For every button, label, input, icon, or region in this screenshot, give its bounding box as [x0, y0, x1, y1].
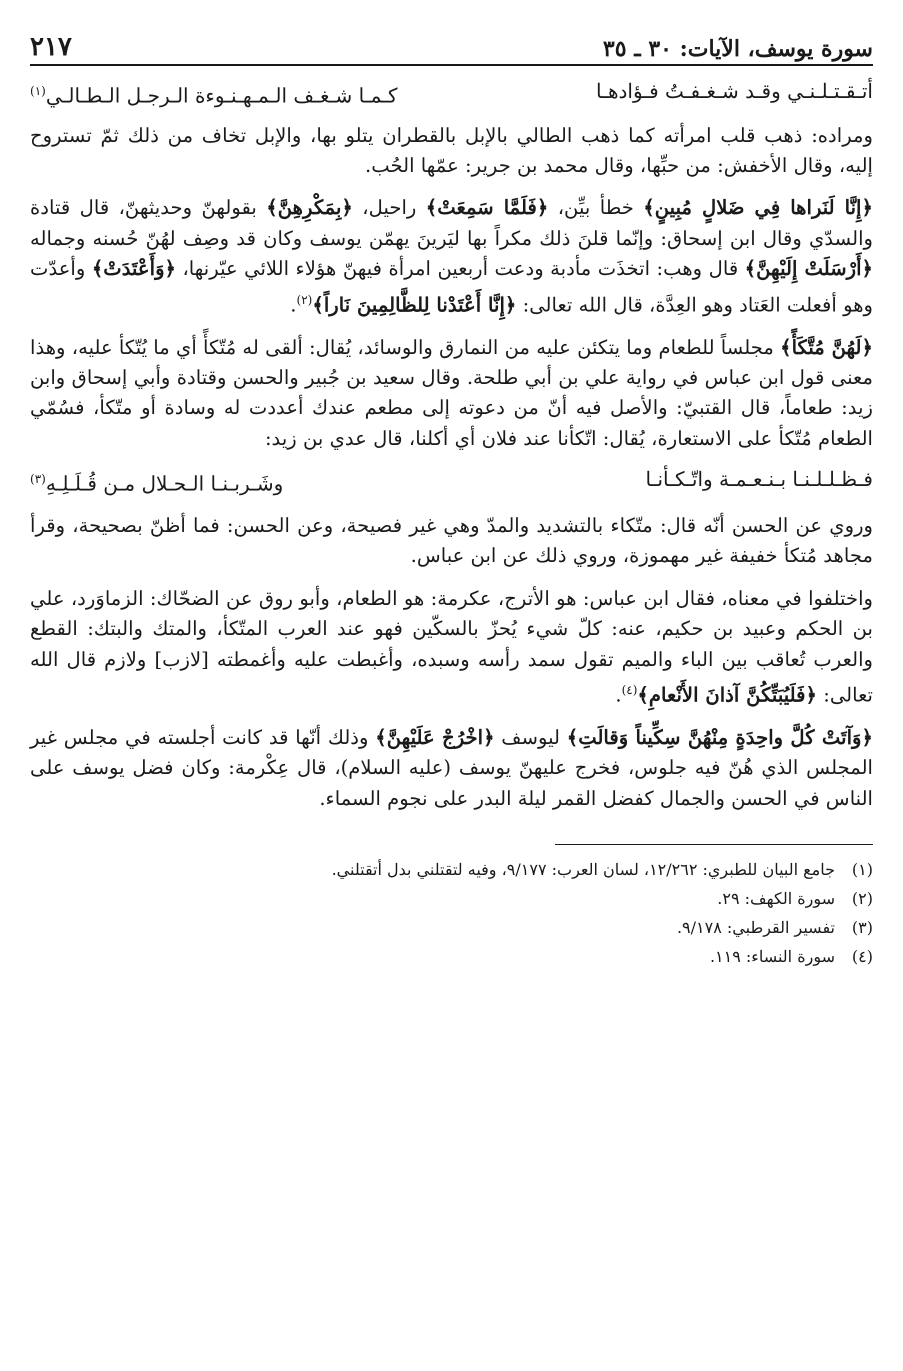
quran-quote: ﴿فَلَمَّا سَمِعَتْ﴾	[425, 196, 549, 220]
footnote-text: جامع البيان للطبري: ١٢/٢٦٢، لسان العرب: ٩/١٧٧، وفيه لتقتلني بدل أتقتلني.	[331, 860, 835, 880]
book-page	[30, 18, 873, 1358]
commentary-text: واختلفوا في معناه، فقال ابن عباس: هو الأترج، عكرمة: هو الطعام، وأبو روق عن الضحّاك: الزماوَرد، علي بن الحكم وعبيد بن حكيم، عنه: كلّ شيء يُحزّ بالسكّين فهو عند العرب المتّكأ، والمتك والبتك: القطع والعرب تُعاقب بين الباء والميم تقول سمد رأسه وسبده، وأغبطت عليه وأغمطته [لازب] ولازم قال الله تعالى:	[30, 586, 873, 707]
footnote-mark: (٢)	[851, 889, 873, 909]
paragraph-4: وروي عن الحسن أنّه قال: متّكاء بالتشديد والمدّ وهي غير فصيحة، وعن الحسن: فما أظنّ بصحيحة، وقرأ مجاهد مُتكأ خفيفة غير مهموزة، وروي ذلك عن ابن عباس.	[30, 513, 873, 568]
quran-quote: ﴿وَآتَتْ كُلَّ واحِدَةٍ مِنْهُنَّ سِكِّيناً وَقالَتِ﴾	[566, 725, 873, 749]
header-rule	[30, 64, 873, 66]
quran-quote: ﴿وَأَعْتَدَتْ﴾	[91, 257, 177, 281]
footnote-text: سورة النساء: ١١٩.	[709, 947, 835, 967]
footnote-item	[30, 913, 873, 942]
quran-quote: ﴿إِنَّا لَنَراها فِي ضَلالٍ مُبِينٍ﴾	[643, 196, 873, 220]
footnote-ref-1: (١)	[30, 84, 46, 98]
verse-1-first-hemistich: أتـقـتـلـنـي وقـد شـغـفـتُ فـؤادهـا	[595, 79, 873, 103]
footnotes	[30, 855, 873, 971]
commentary-text: قال وهب: اتخذَت مأدبة ودعت أربعين امرأة فيهنّ هؤلاء اللائي عيّرنها،	[176, 257, 745, 281]
footnote-item	[30, 942, 873, 971]
running-title: سورة يوسف، الآيات: ٣٠ ـ ٣٥	[602, 36, 873, 62]
footnote-item	[30, 855, 873, 884]
quran-quote: ﴿لَهُنَّ مُتَّكَأً﴾	[780, 335, 873, 359]
commentary-text: خطأ بيِّن،	[548, 196, 644, 220]
commentary-text: وذلك أنّها قد كانت أجلسته في مجلس غير المجلس الذي هُنّ فيه جلوس، فخرج عليهنّ يوسف (عليه السلام)، قال عِكْرمة: وكان فضل يوسف على الناس في الحسن والجمال كفضل القمر ليلة البدر على نجوم السماء.	[30, 725, 873, 810]
commentary-text: ليوسف	[494, 725, 567, 749]
footnote-ref-3: (٣)	[30, 472, 46, 487]
footnote-separator	[555, 844, 873, 845]
commentary-text: مجلساً للطعام وما يتكئن عليه من النمارق والوسائد، يُقال: ألقى له مُتّكأً أي ما يُتّكأ عليه، وهذا معنى قول ابن عباس في رواية علي بن أبي طلحة. وقال سعيد بن جُبير والحسن وقتادة وأبي إسحاق وابن زيد: طعاماً، قال القتبيّ: والأصل فيه أنّ من دعوته إلى مطعم عندك أعددت له وسادة أو متّكأ، فسُمّي الطعام مُتّكأ على الاستعارة، يُقال: اتّكأنا عند فلان أي أكلنا، قال عدي بن زيد:	[30, 335, 873, 450]
footnote-item	[30, 884, 873, 913]
paragraph-3	[30, 333, 873, 455]
footnote-text: تفسير القرطبي: ٩/١٧٨.	[676, 918, 835, 938]
footnote-mark: (١)	[851, 860, 873, 880]
paragraph-5	[30, 584, 873, 711]
verse-2-first-hemistich: فـظـلـلـنـا بـنـعـمـة واتّـكـأنـا	[645, 467, 873, 492]
quran-quote: ﴿فَلَيُبَتِّكُنَّ آذانَ الأَنْعامِ﴾	[637, 683, 817, 707]
verse-1-second-hemistich	[30, 76, 398, 111]
footnote-text: سورة الكهف: ٢٩.	[717, 889, 835, 909]
commentary-text: وأعدّت وهو أفعلت العَتاد وهو العِدَّة، قال الله تعالى:	[30, 257, 873, 317]
commentary-text: بقولهنّ وحديثهنّ، قال قتادة والسدّي وقال ابن إسحاق: وإنّما قلنَ ذلك مكراً بها ليَرينَ يهمّن يوسف وكان قد وصِف لهُنّ حُسنه وجماله	[30, 196, 873, 250]
paragraph-2	[30, 193, 873, 320]
paragraph-1: ومراده: ذهب قلب امرأته كما ذهب الطالي بالإبل بالقطران يتلو بها، والإبل تخاف من ذلك ثمّ تستروح إليه، وقال الأخفش: من حبِّها، وقال محمد بن جرير: عمّها الحُب.	[30, 123, 873, 178]
footnote-ref-2: (٢)	[296, 292, 313, 307]
footnote-ref-4: (٤)	[621, 682, 638, 697]
quran-quote: ﴿أَرْسَلَتْ إِلَيْهِنَّ﴾	[744, 257, 874, 281]
footnote-mark: (٤)	[851, 947, 873, 967]
verse-2-second-hemistich-text: وشَـربـنـا الـحـلال مـن قُـلَـلِـهِ	[45, 471, 284, 496]
page-number: ٢١٧	[30, 32, 72, 62]
verse-1-second-hemistich-text: كـمـا شـغـف الـمـهـنـوءة الـرجـل الـطـالـي	[45, 83, 398, 108]
commentary-text: راحيل،	[352, 196, 426, 220]
page-header	[30, 18, 873, 62]
poetry-verse-1	[30, 76, 873, 111]
sentence-end: .	[615, 683, 622, 707]
sentence-end: .	[290, 293, 297, 317]
poetry-verse-2	[30, 464, 873, 499]
paragraph-6	[30, 723, 873, 814]
footnote-mark: (٣)	[851, 918, 873, 938]
quran-quote: ﴿إِنَّا أَعْتَدْنا لِلظَّالِمِينَ نَاراً﴾	[312, 293, 517, 317]
quran-quote: ﴿اخْرُجْ عَلَيْهِنَّ﴾	[375, 725, 495, 749]
quran-quote: ﴿بِمَكْرِهِنَّ﴾	[266, 196, 353, 220]
verse-2-second-hemistich	[30, 464, 283, 499]
